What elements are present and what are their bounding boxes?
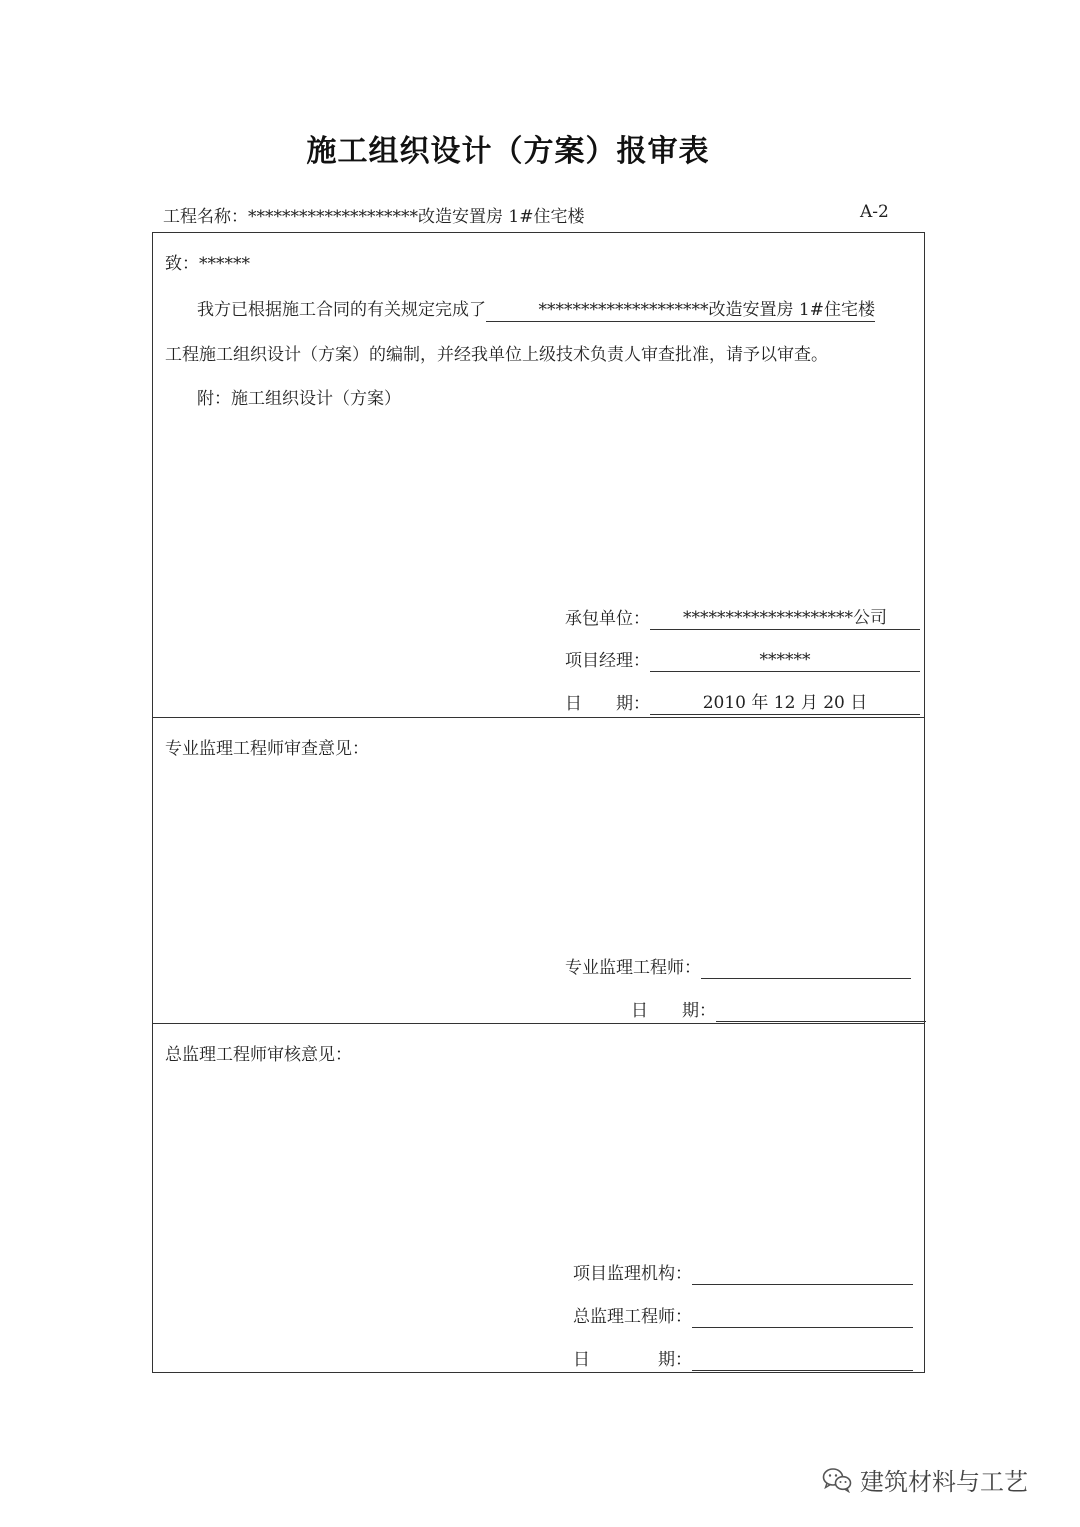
- section-divider: [153, 717, 924, 718]
- chief-review-heading: 总监理工程师审核意见：: [165, 1045, 352, 1065]
- submission-date-label: 日 期：: [565, 694, 650, 714]
- manager-field[interactable]: ******: [650, 649, 920, 672]
- specialist-engineer-row: [565, 956, 911, 979]
- review-form: [152, 232, 925, 1373]
- specialist-date-label: 日 期：: [631, 1001, 716, 1021]
- chief-engineer-field[interactable]: [692, 1305, 913, 1328]
- project-name: [163, 202, 584, 227]
- supervision-org-field[interactable]: [692, 1262, 913, 1285]
- submission-date-field[interactable]: 2010 年 12 月 20 日: [650, 692, 920, 715]
- project-name-label: 工程名称：: [163, 207, 248, 227]
- addressee-label: 致：: [165, 254, 199, 274]
- specialist-engineer-label: 专业监理工程师：: [565, 958, 701, 978]
- specialist-date-field[interactable]: [716, 999, 926, 1022]
- specialist-engineer-field[interactable]: [701, 956, 911, 979]
- chief-date-field[interactable]: [692, 1348, 913, 1371]
- addressee-value: ******: [199, 254, 250, 274]
- chief-date-label: 日 期：: [573, 1350, 692, 1370]
- page-title: 施工组织设计（方案）报审表: [306, 134, 710, 169]
- specialist-review-heading: 专业监理工程师审查意见：: [165, 739, 369, 759]
- chief-engineer-row: [573, 1305, 913, 1328]
- supervision-org-row: [573, 1262, 913, 1285]
- paragraph-start: 我方已根据施工合同的有关规定完成了: [197, 300, 486, 320]
- paragraph-project-field: ********************改造安置房 1#住宅楼: [486, 299, 875, 322]
- wechat-icon: [822, 1467, 852, 1493]
- section-divider: [153, 1023, 924, 1024]
- addressee: [165, 253, 250, 275]
- watermark-text: 建筑材料与工艺: [860, 1468, 1028, 1496]
- contractor-row: [565, 607, 920, 630]
- contractor-label: 承包单位：: [565, 609, 650, 629]
- submission-date-row: [565, 692, 920, 715]
- contractor-field[interactable]: ********************公司: [650, 607, 920, 630]
- manager-row: [565, 649, 920, 672]
- supervision-org-label: 项目监理机构：: [573, 1264, 692, 1284]
- chief-date-row: [573, 1348, 913, 1371]
- chief-engineer-label: 总监理工程师：: [573, 1307, 692, 1327]
- form-code: A-2: [860, 202, 889, 222]
- specialist-date-row: [631, 999, 926, 1022]
- project-name-value: ********************改造安置房 1#住宅楼: [248, 207, 585, 227]
- watermark: [822, 1462, 1028, 1497]
- attachment-note: 附：施工组织设计（方案）: [197, 389, 401, 409]
- manager-label: 项目经理：: [565, 651, 650, 671]
- submission-paragraph-line1: [197, 299, 875, 322]
- submission-paragraph-line2: 工程施工组织设计（方案）的编制，并经我单位上级技术负责人审查批准，请予以审查。: [165, 345, 828, 365]
